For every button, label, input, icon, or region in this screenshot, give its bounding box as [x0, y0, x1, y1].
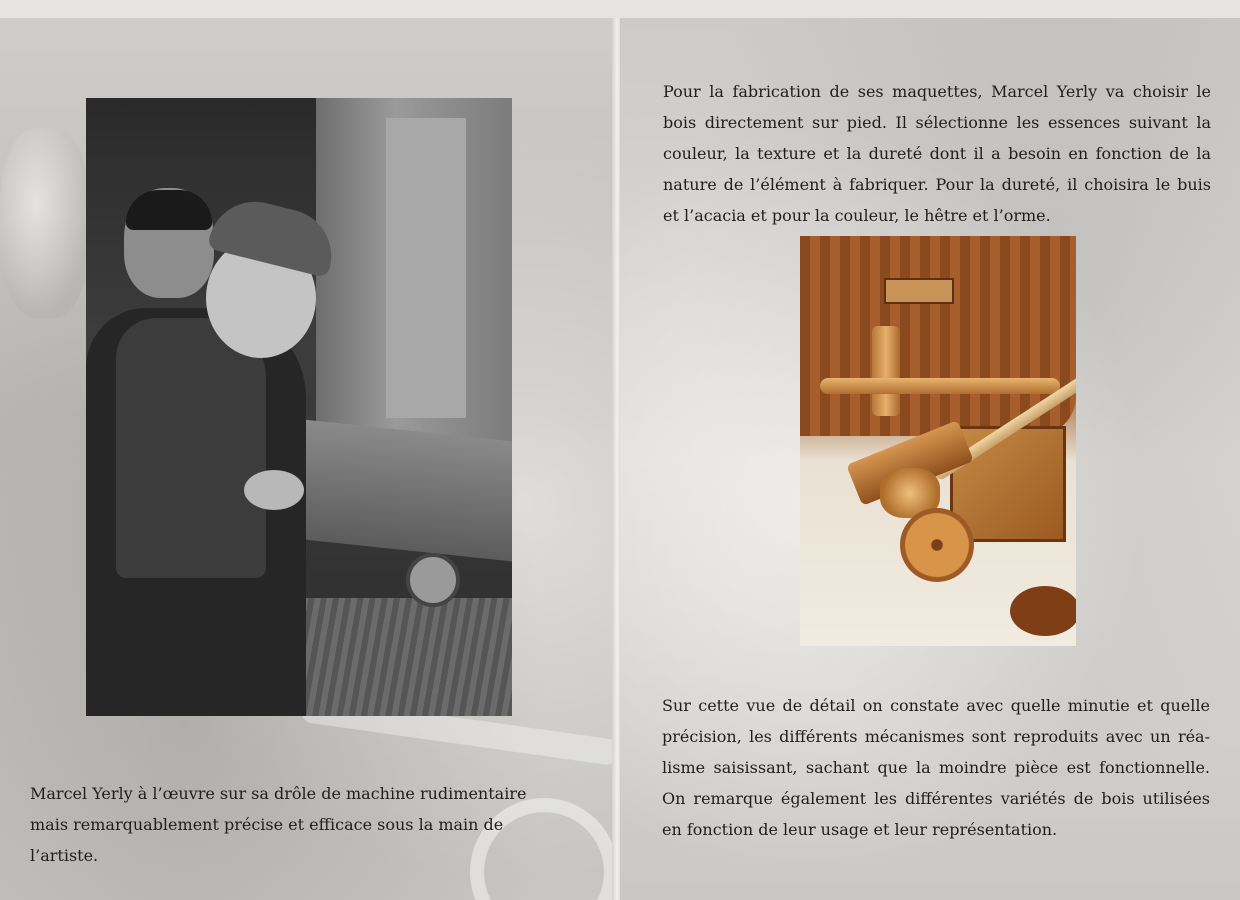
model-nameplate — [884, 278, 954, 304]
photo-caption: Marcel Yerly à l’œuvre sur sa drôle de machine rudimentaire mais remarquablement précise et efficace sous la main de l’artiste. — [30, 784, 527, 865]
machine-wheel — [406, 553, 460, 607]
model-detail-photo — [800, 236, 1076, 646]
craftsman-vest — [116, 318, 266, 578]
left-page — [0, 18, 614, 900]
model-lower-wheel — [1010, 586, 1076, 636]
right-page — [620, 18, 1240, 900]
workshop-photo — [86, 98, 512, 716]
craftsman-hands — [244, 470, 304, 510]
paragraph-detail-view: Sur cette vue de détail on constate avec quelle minutie et quelle précision, les différents mécanismes sont reproduits avec un réalisme saisissant, sachant que la moindre pièce est fonctionnelle. On remarque également les différentes variétés de bois utilisées en fonction de leur usage et leur représentation. — [662, 696, 1210, 839]
background-faded-figure — [0, 128, 90, 318]
background-person-hair — [126, 190, 212, 230]
model-pipe — [820, 378, 1060, 394]
model-valve — [872, 326, 900, 416]
paragraph-wood-selection: Pour la fabrication de ses maquettes, Marcel Yerly va choisir le bois directement sur pied. Il sélectionne les essences suivant la couleur, la texture et la dureté dont il a besoin en fonction de la nature de l’élément à fabriquer. Pour la dureté, il choisira le buis et l’acacia et pour la couleur, le hêtre et l’orme. — [663, 82, 1211, 225]
model-wheel — [900, 508, 974, 582]
scan-top-edge — [0, 0, 1240, 18]
workshop-door — [386, 118, 466, 418]
